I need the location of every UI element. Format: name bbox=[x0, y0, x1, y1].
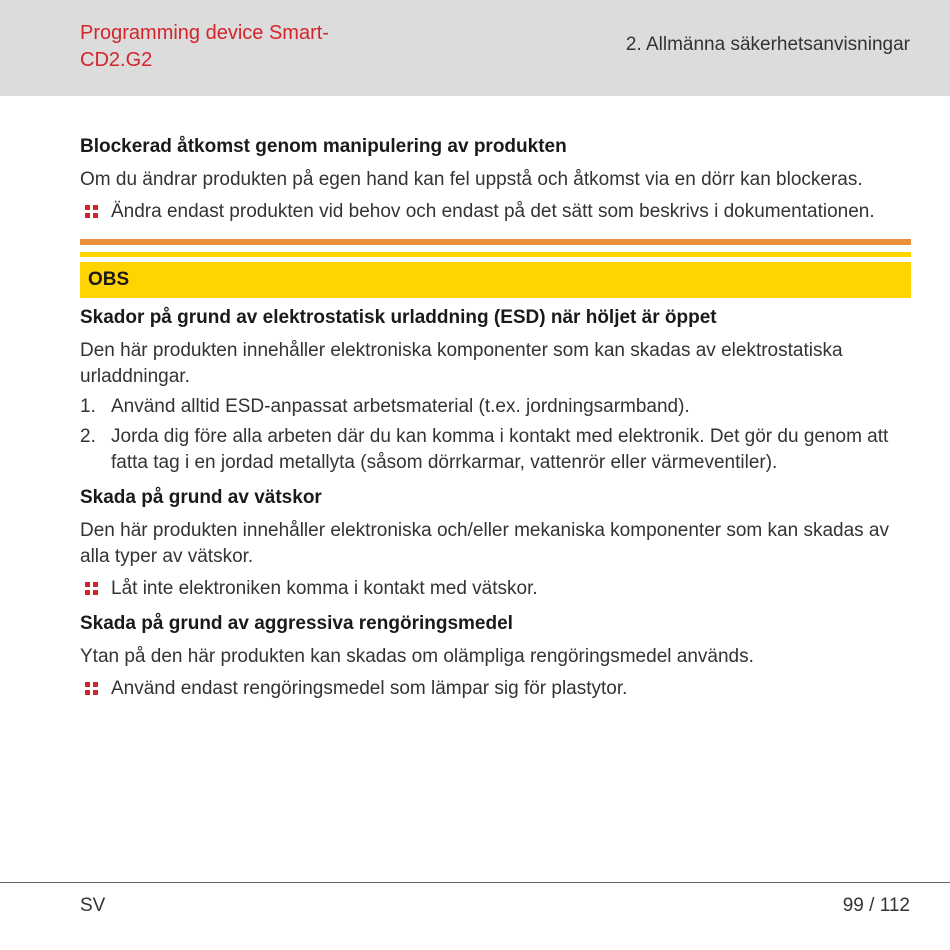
step-text: Använd alltid ESD-anpassat arbetsmaterial (t.ex. jordningsarmband). bbox=[111, 396, 690, 417]
yellow-divider bbox=[80, 252, 911, 257]
heading-cleaning: Skada på grund av aggressiva rengöringsmedel bbox=[80, 613, 513, 634]
bullet-text: Låt inte elektroniken komma i kontakt med vätskor. bbox=[111, 578, 538, 599]
paragraph-blocked-access: Om du ändrar produkten på egen hand kan fel uppstå och åtkomst via en dörr kan blockeras. bbox=[80, 169, 863, 190]
notice-label: OBS bbox=[88, 269, 130, 290]
bullet-text: Ändra endast produkten vid behov och endast på det sätt som beskrivs i dokumentationen. bbox=[111, 201, 875, 222]
bullet-item bbox=[80, 576, 911, 602]
action-bullet-icon bbox=[85, 682, 98, 695]
heading-blocked-access: Blockerad åtkomst genom manipulering av produkten bbox=[80, 136, 567, 157]
section-title: 2. Allmänna säkerhetsanvisningar bbox=[625, 34, 910, 55]
notice-banner bbox=[80, 262, 911, 298]
paragraph-cleaning: Ytan på den här produkten kan skadas om olämpliga rengöringsmedel används. bbox=[80, 646, 754, 667]
footer-language: SV bbox=[80, 895, 106, 916]
heading-esd: Skador på grund av elektrostatisk urladdning (ESD) när höljet är öppet bbox=[80, 307, 717, 328]
page-number: 99 / 112 bbox=[842, 895, 910, 916]
paragraph-esd: Den här produkten innehåller elektroniska komponenter som kan skadas av elektrostatiska urladdningar. bbox=[80, 340, 843, 387]
orange-divider bbox=[80, 239, 911, 245]
numbered-step bbox=[80, 394, 911, 420]
page-header bbox=[0, 0, 950, 96]
document-title: Programming device Smart-CD2.G2 bbox=[80, 22, 329, 71]
step-number: 1. bbox=[80, 396, 96, 417]
bullet-item bbox=[80, 676, 911, 702]
footer-divider bbox=[0, 882, 950, 883]
step-number: 2. bbox=[80, 426, 96, 447]
step-text: Jorda dig före alla arbeten där du kan komma i kontakt med elektronik. Det gör du genom att fatta tag i en jordad metallyta (såsom dörrkarmar, vattenrör eller värmeventiler). bbox=[111, 426, 889, 473]
bullet-text: Använd endast rengöringsmedel som lämpar sig för plastytor. bbox=[111, 678, 628, 699]
main-content bbox=[80, 133, 911, 702]
action-bullet-icon bbox=[85, 205, 98, 218]
numbered-step bbox=[80, 424, 911, 476]
action-bullet-icon bbox=[85, 582, 98, 595]
bullet-item bbox=[80, 199, 911, 225]
paragraph-liquids: Den här produkten innehåller elektroniska och/eller mekaniska komponenter som kan skadas av alla typer av vätskor. bbox=[80, 520, 889, 567]
heading-liquids: Skada på grund av vätskor bbox=[80, 487, 322, 508]
